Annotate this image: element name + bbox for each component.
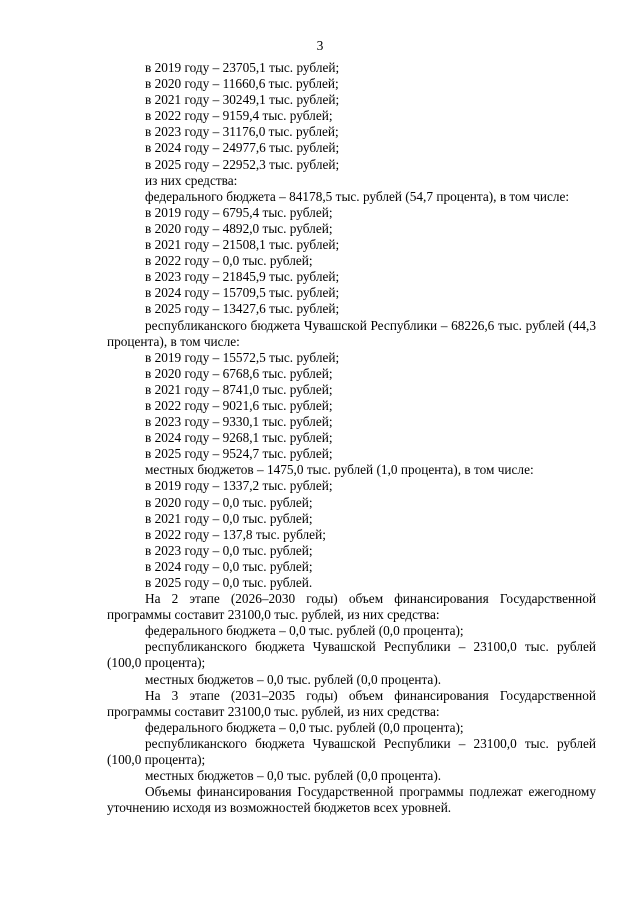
year-line: в 2023 году – 21845,9 тыс. рублей; [145,269,340,285]
year-line: в 2024 году – 24977,6 тыс. рублей; [145,140,340,156]
year-line: в 2020 году – 6768,6 тыс. рублей; [145,365,333,381]
document-body [107,60,596,816]
year-line: в 2021 году – 21508,1 тыс. рублей; [145,237,340,253]
page-number: 3 [316,38,324,53]
stage3-local: местных бюджетов – 0,0 тыс. рублей (0,0 процента). [145,768,442,784]
stage2-federal: федерального бюджета – 0,0 тыс. рублей (0,0 процента); [145,623,464,639]
year-line: в 2024 году – 15709,5 тыс. рублей; [145,285,340,301]
funding-intro-line: из них средства: [145,172,238,188]
year-line: в 2019 году – 15572,5 тыс. рублей; [145,349,340,365]
stage2-local: местных бюджетов – 0,0 тыс. рублей (0,0 процента). [145,671,442,687]
year-line: в 2023 году – 31176,0 тыс. рублей; [145,124,339,140]
year-line: в 2025 году – 22952,3 тыс. рублей; [145,156,340,172]
closing-paragraph: Объемы финансирования Государственной программы подлежат ежегодному уточнению исходя из возможностей бюджетов всех уровней. [107,784,596,816]
year-line: в 2020 году – 11660,6 тыс. рублей; [145,76,339,92]
year-line: в 2023 году – 0,0 тыс. рублей; [145,542,313,558]
year-line: в 2024 году – 9268,1 тыс. рублей; [145,430,333,446]
year-line: в 2021 году – 0,0 тыс. рублей; [145,510,313,526]
year-line: в 2022 году – 0,0 тыс. рублей; [145,253,313,269]
year-line: в 2020 году – 0,0 тыс. рублей; [145,494,313,510]
year-line: в 2022 году – 9159,4 тыс. рублей; [145,108,333,124]
year-line: в 2025 году – 9524,7 тыс. рублей; [145,446,333,462]
stage3-republic: республиканского бюджета Чувашской Республики – 23100,0 тыс. рублей (100,0 процента); [107,735,596,768]
year-line: в 2019 году – 6795,4 тыс. рублей; [145,204,333,220]
stage3-federal: федерального бюджета – 0,0 тыс. рублей (0,0 процента); [145,719,464,735]
year-line: в 2025 году – 13427,6 тыс. рублей; [145,301,340,317]
republic-budget-total: республиканского бюджета Чувашской Республики – 68226,6 тыс. рублей (44,3 процента), в том числе: [107,317,596,349]
year-line: в 2021 году – 30249,1 тыс. рублей; [145,92,340,108]
stage2-intro: На 2 этапе (2026–2030 годы) объем финансирования Государственной программы составит 23100,0 тыс. рублей, из них средства: [107,591,596,623]
year-line: в 2022 году – 137,8 тыс. рублей; [145,526,326,542]
stage2-republic: республиканского бюджета Чувашской Республики – 23100,0 тыс. рублей (100,0 процента); [107,639,596,671]
year-line: в 2022 году – 9021,6 тыс. рублей; [145,397,333,413]
year-line: в 2019 году – 1337,2 тыс. рублей; [145,478,333,494]
year-line: в 2023 году – 9330,1 тыс. рублей; [145,414,333,430]
stage3-intro: На 3 этапе (2031–2035 годы) объем финансирования Государственной программы составит 23100,0 тыс. рублей, из них средства: [107,687,596,719]
year-line: в 2024 году – 0,0 тыс. рублей; [145,558,313,574]
local-budget-total: местных бюджетов – 1475,0 тыс. рублей (1,0 процента), в том числе: [145,462,534,478]
year-line: в 2019 году – 23705,1 тыс. рублей; [145,60,340,75]
federal-budget-total: федерального бюджета – 84178,5 тыс. рублей (54,7 процента), в том числе: [145,188,570,204]
year-line: в 2021 году – 8741,0 тыс. рублей; [145,381,333,397]
year-line: в 2020 году – 4892,0 тыс. рублей; [145,220,333,236]
year-line: в 2025 году – 0,0 тыс. рублей. [145,575,313,590]
